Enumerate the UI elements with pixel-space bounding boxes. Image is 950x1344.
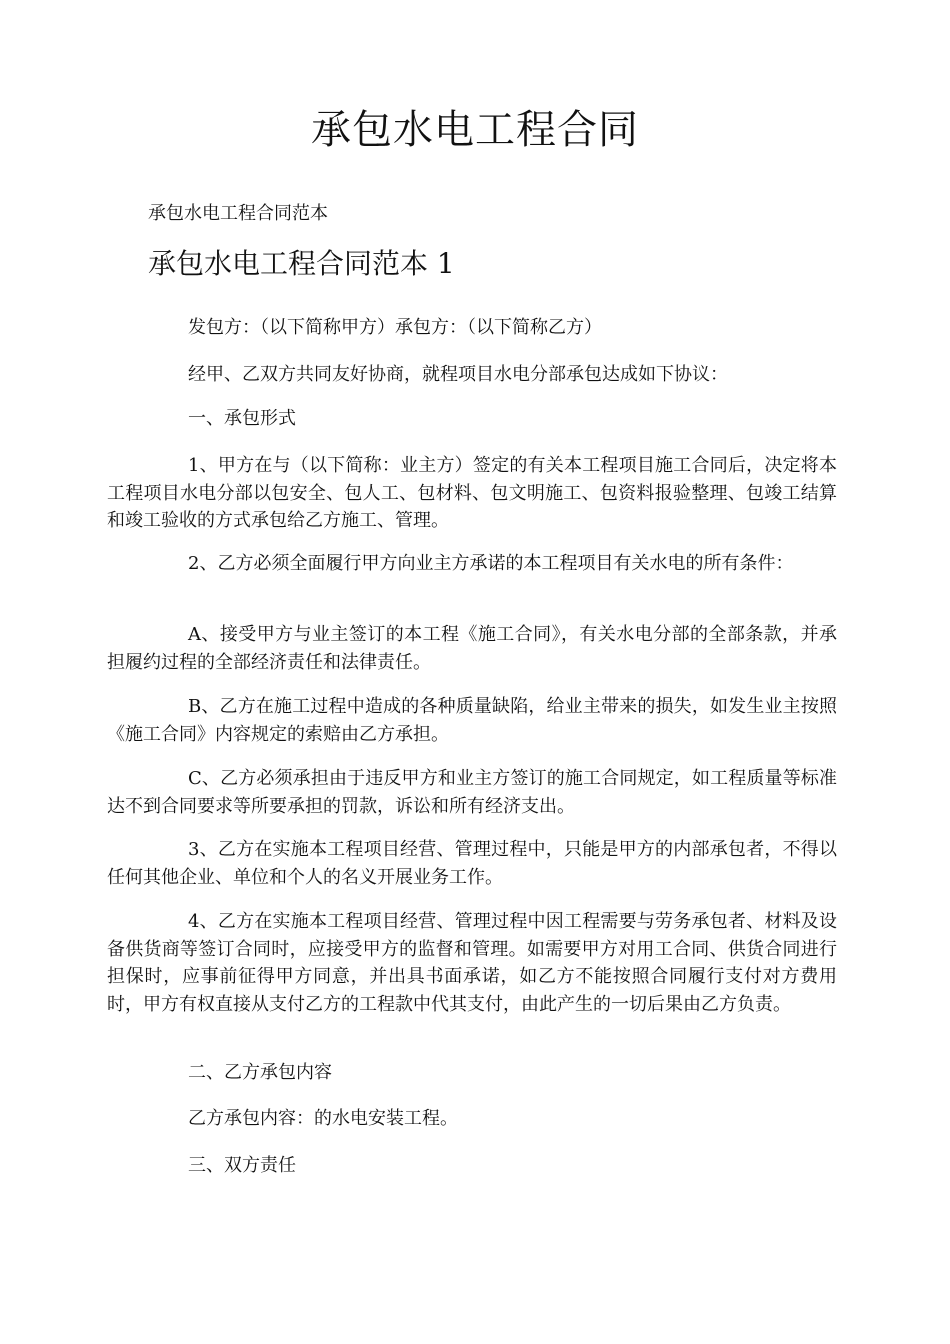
section-heading: 承包水电工程合同范本 1 — [148, 247, 455, 280]
paragraph-clause-1: 1、甲方在与（以下简称：业主方）签定的有关本工程项目施工合同后，决定将本工程项目水电分部以包安全、包人工、包材料、包文明施工、包资料报验整理、包竣工结算和竣工验收的方式承包给乙方施工、管理。 — [107, 455, 837, 531]
paragraph-clause-b: B、乙方在施工过程中造成的各种质量缺陷，给业主带来的损失，如发生业主按照《施工合同》内容规定的索赔由乙方承担。 — [107, 696, 837, 745]
paragraph-clause-a: A、接受甲方与业主签订的本工程《施工合同》，有关水电分部的全部条款，并承担履约过程的全部经济责任和法律责任。 — [107, 624, 837, 673]
paragraph-clause-c: C、乙方必须承担由于违反甲方和业主方签订的施工合同规定，如工程质量等标准达不到合同要求等所要承担的罚款，诉讼和所有经济支出。 — [107, 768, 837, 817]
document-subtitle: 承包水电工程合同范本 — [148, 203, 328, 224]
paragraph-agreement-intro: 经甲、乙双方共同友好协商，就程项目水电分部承包达成如下协议： — [188, 364, 728, 385]
section-heading-responsibilities: 三、双方责任 — [188, 1155, 296, 1176]
paragraph-clause-3: 3、乙方在实施本工程项目经营、管理过程中，只能是甲方的内部承包者，不得以任何其他企业、单位和个人的名义开展业务工作。 — [107, 839, 837, 888]
section-heading-contract-content: 二、乙方承包内容 — [188, 1062, 332, 1083]
section-heading-contract-form: 一、承包形式 — [188, 408, 296, 429]
document-title: 承包水电工程合同 — [311, 107, 639, 153]
paragraph-contract-content: 乙方承包内容：的水电安装工程。 — [188, 1108, 458, 1129]
paragraph-parties: 发包方：（以下简称甲方）承包方：（以下简称乙方） — [188, 317, 602, 338]
paragraph-clause-4: 4、乙方在实施本工程项目经营、管理过程中因工程需要与劳务承包者、材料及设备供货商等签订合同时，应接受甲方的监督和管理。如需要甲方对用工合同、供货合同进行担保时，应事前征得甲方同意，并出具书面承诺，如乙方不能按照合同履行支付对方费用时，甲方有权直接从支付乙方的工程款中代其支付，由此产生的一切后果由乙方负责。 — [107, 911, 837, 1015]
paragraph-clause-2: 2、乙方必须全面履行甲方向业主方承诺的本工程项目有关水电的所有条件： — [188, 553, 794, 574]
